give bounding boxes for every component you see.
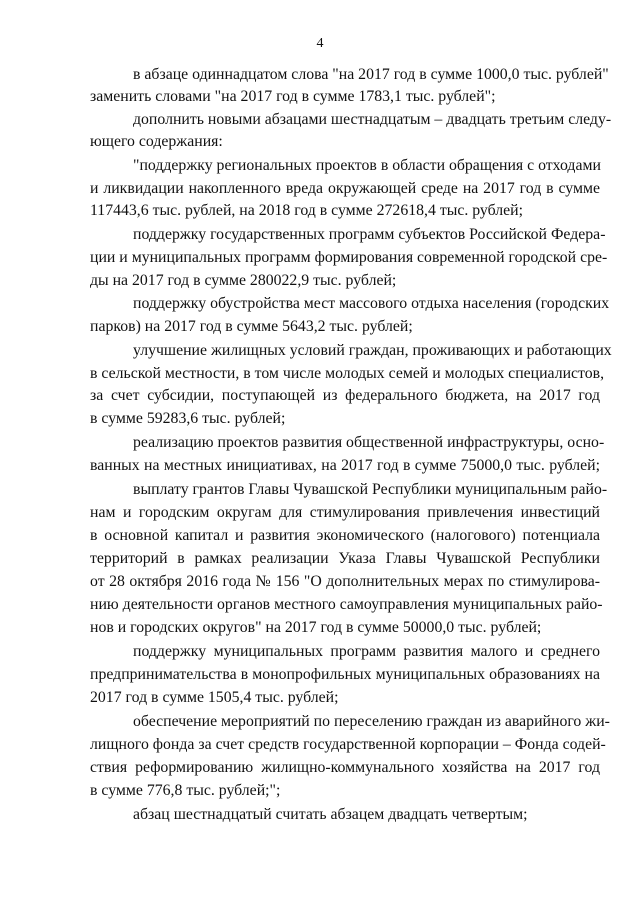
text-line: 117443,6 тыс. рублей, на 2018 год в сумме 272618,4 тыс. рублей; — [90, 202, 524, 219]
text-line: ющего содержания: — [90, 133, 223, 150]
text-line: улучшение жилищных условий граждан, проживающих и работающих — [133, 342, 612, 359]
text-line: поддержку муниципальных программ развития малого и среднего — [133, 643, 600, 660]
text-line: ции и муниципальных программ формирования современной городской сре- — [90, 249, 608, 266]
text-line: 2017 год в сумме 1505,4 тыс. рублей; — [90, 689, 339, 706]
text-line: нию деятельности органов местного самоуправления муниципальных райо- — [90, 596, 603, 613]
text-line: заменить словами "на 2017 год в сумме 1783,1 тыс. рублей"; — [90, 88, 496, 105]
text-line: дополнить новыми абзацами шестнадцатым – двадцать третьим следу- — [133, 111, 612, 128]
text-line: за счет субсидии, поступающей из федерального бюджета, на 2017 год — [90, 387, 600, 404]
text-line: лищного фонда за счет средств государственной корпорации – Фонда содей- — [90, 736, 606, 753]
text-line: ды на 2017 год в сумме 280022,9 тыс. рублей; — [90, 272, 397, 289]
text-line: парков) на 2017 год в сумме 5643,2 тыс. рублей; — [90, 318, 413, 335]
text-line: поддержку обустройства мест массового отдыха населения (городских — [133, 295, 610, 312]
text-line: и ликвидации накопленного вреда окружающей среде на 2017 год в сумме — [90, 180, 600, 197]
text-line: реализацию проектов развития общественной инфраструктуры, осно- — [133, 434, 605, 451]
text-line: "поддержку региональных проектов в области обращения с отходами — [133, 157, 601, 174]
text-line: абзац шестнадцатый считать абзацем двадцать четвертым; — [133, 806, 528, 823]
text-line: обеспечение мероприятий по переселению граждан из аварийного жи- — [133, 713, 610, 730]
text-line: от 28 октября 2016 года № 156 "О дополнительных мерах по стимулирова- — [90, 573, 600, 590]
text-line: нам и городским округам для стимулирования привлечения инвестиций — [90, 504, 600, 521]
page-number: 4 — [316, 36, 324, 51]
text-line: предпринимательства в монопрофильных муниципальных образованиях на — [90, 666, 600, 683]
text-line: в сумме 776,8 тыс. рублей;"; — [90, 782, 281, 799]
text-line: поддержку государственных программ субъектов Российской Федера- — [133, 226, 606, 243]
text-line: в основной капитал и развития экономического (налогового) потенциала — [90, 527, 600, 544]
text-line: ствия реформированию жилищно-коммунального хозяйства на 2017 год — [90, 759, 600, 776]
text-line: нов и городских округов" на 2017 год в сумме 50000,0 тыс. рублей; — [90, 619, 542, 636]
text-line: в сельской местности, в том числе молодых семей и молодых специалистов, — [90, 365, 605, 382]
text-line: выплату грантов Главы Чувашской Республики муниципальным райо- — [133, 481, 608, 498]
text-line: ванных на местных инициативах, на 2017 год в сумме 75000,0 тыс. рублей; — [90, 457, 600, 474]
text-line: в абзаце одиннадцатом слова "на 2017 год в сумме 1000,0 тыс. рублей" — [133, 66, 609, 83]
text-line: в сумме 59283,6 тыс. рублей; — [90, 410, 286, 427]
text-line: территорий в рамках реализации Указа Главы Чувашской Республики — [90, 550, 600, 567]
